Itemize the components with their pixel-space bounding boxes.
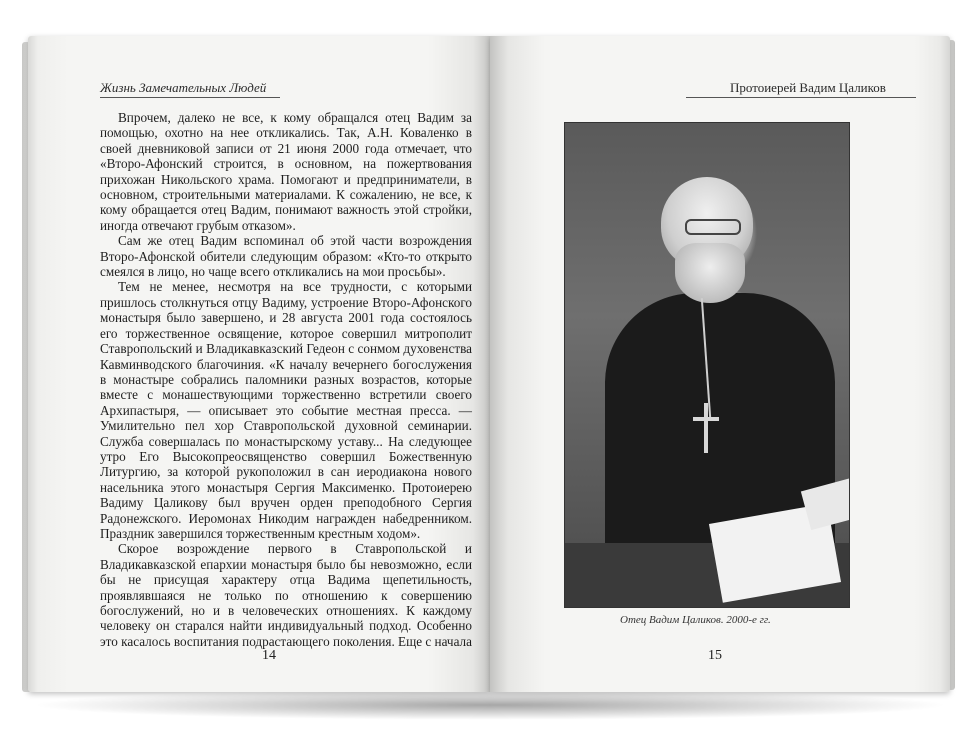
photo-glasses <box>685 219 741 235</box>
left-page-body <box>100 110 472 649</box>
right-page <box>490 36 950 692</box>
right-header-rule <box>686 97 916 98</box>
portrait-photo <box>564 122 850 608</box>
pectoral-cross-icon <box>693 403 719 453</box>
paragraph: Скорое возрождение первого в Ставропольской и Владикавказской епархии монастыря было бы невозможно, если бы не присущая характеру отца Вадима щепетильность, проявлявшаяся не только по отношению к совершению богослужений, но и в человеческих отношениях. К каждому человеку он старался найти индивидуальный подход. Особенно это касалось воспитания подрастающего поколения. Еще с начала <box>100 541 472 649</box>
paragraph: Впрочем, далеко не все, к кому обращался отец Вадим за помощью, охотно на нее откликались. Так, А.Н. Коваленко в своей дневниковой записи от 21 июня 2000 года отмечает, что «Второ-Афонский строится, в основном, на пожертвования прихожан Никольского храма. Помогают и предприниматели, в основном, строительными материалами. К сожалению, не все, к кому обращается отец Вадим, понимают важность этой стройки, иногда отвечают грубым отказом». <box>100 110 472 233</box>
paragraph: Сам же отец Вадим вспоминал об этой части возрождения Второ-Афонской обители следующим образом: «Кто-то открыто смеялся в лицо, но чаще всего откликались на мои просьбы». <box>100 233 472 280</box>
left-header-rule <box>100 97 280 98</box>
photo-beard <box>675 243 745 303</box>
right-page-number: 15 <box>708 648 722 663</box>
left-page <box>28 36 490 692</box>
left-page-number: 14 <box>262 648 276 663</box>
paragraph: Тем не менее, несмотря на все трудности, с которыми пришлось столкнуться отцу Вадиму, устроение Второ-Афонского монастыря было завершено, и 28 августа 2001 года состоялось его торжественное освящение, которое совершил митрополит Ставропольский и Владикавказский Гедеон с сонмом духовенства Кавминводского благочиния. «К началу вечернего богослужения в монастыре собрались паломники разных возрастов, которые вместе с монашествующими торжественно встретили своего Архипастыря, — описывает это событие местная пресса. — Умилительно пел хор Ставропольской духовной семинарии. Служба совершалась по монастырскому уставу... На следующее утро Его Высокопреосвященство совершил Божественную Литургию, за которой рукоположил в сан иеродиакона нового насельника этого монастыря Сергия Максименко. Протоиерею Вадиму Цаликову был вручен орден преподобного Сергия Радонежского. Иеромонах Никодим награжден набедренником. Праздник завершился торжественным крестным ходом». <box>100 279 472 541</box>
left-running-header: Жизнь Замечательных Людей <box>100 80 267 95</box>
book-shadow <box>30 690 950 720</box>
photo-caption: Отец Вадим Цаликов. 2000-е гг. <box>620 614 771 626</box>
right-running-header: Протоиерей Вадим Цаликов <box>730 80 886 95</box>
